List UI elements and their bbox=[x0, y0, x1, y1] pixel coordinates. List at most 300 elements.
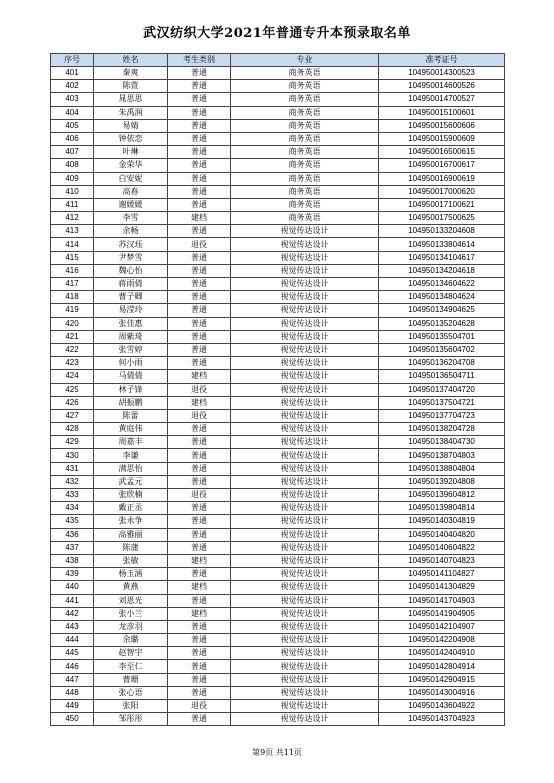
ticket-number-cell: 104950141104827 bbox=[379, 568, 505, 581]
name-cell: 何小雨 bbox=[94, 357, 168, 370]
name-cell: 晁思思 bbox=[94, 93, 168, 106]
category-cell: 普通 bbox=[168, 357, 231, 370]
major-cell: 视觉传达设计 bbox=[231, 317, 379, 330]
name-cell: 张雪婷 bbox=[94, 343, 168, 356]
ticket-number-cell: 104950142204908 bbox=[379, 634, 505, 647]
table-header bbox=[51, 54, 505, 67]
serial-number-cell: 446 bbox=[51, 660, 94, 673]
table-row bbox=[51, 396, 505, 409]
category-cell: 普通 bbox=[168, 304, 231, 317]
major-cell: 视觉传达设计 bbox=[231, 370, 379, 383]
major-cell: 视觉传达设计 bbox=[231, 423, 379, 436]
ticket-number-cell: 104950134904625 bbox=[379, 304, 505, 317]
ticket-number-cell: 104950142404910 bbox=[379, 647, 505, 660]
ticket-number-cell: 104950140404820 bbox=[379, 528, 505, 541]
major-cell: 视觉传达设计 bbox=[231, 607, 379, 620]
category-cell: 普通 bbox=[168, 80, 231, 93]
name-cell: 赵智宇 bbox=[94, 647, 168, 660]
table-row bbox=[51, 80, 505, 93]
name-cell: 陈蕾 bbox=[94, 409, 168, 422]
major-cell: 视觉传达设计 bbox=[231, 541, 379, 554]
ticket-number-cell: 104950134204618 bbox=[379, 264, 505, 277]
name-cell: 戴正丞 bbox=[94, 502, 168, 515]
table-row bbox=[51, 528, 505, 541]
serial-number-cell: 423 bbox=[51, 357, 94, 370]
name-cell: 谢媛媛 bbox=[94, 198, 168, 211]
name-cell: 张佳惠 bbox=[94, 317, 168, 330]
major-cell: 商务英语 bbox=[231, 159, 379, 172]
table-row bbox=[51, 264, 505, 277]
ticket-number-cell: 104950140604822 bbox=[379, 541, 505, 554]
serial-number-cell: 417 bbox=[51, 278, 94, 291]
serial-number-cell: 439 bbox=[51, 568, 94, 581]
category-cell: 普通 bbox=[168, 93, 231, 106]
table-row bbox=[51, 106, 505, 119]
major-cell: 视觉传达设计 bbox=[231, 278, 379, 291]
category-cell: 退役 bbox=[168, 700, 231, 713]
header-serial-number: 序号 bbox=[51, 54, 94, 67]
ticket-number-cell: 104950135504701 bbox=[379, 330, 505, 343]
name-cell: 张心语 bbox=[94, 686, 168, 699]
table-row bbox=[51, 489, 505, 502]
name-cell: 易滢玲 bbox=[94, 304, 168, 317]
serial-number-cell: 402 bbox=[51, 80, 94, 93]
name-cell: 龙彦羽 bbox=[94, 620, 168, 633]
serial-number-cell: 450 bbox=[51, 713, 94, 726]
table-row bbox=[51, 502, 505, 515]
major-cell: 视觉传达设计 bbox=[231, 383, 379, 396]
category-cell: 建档 bbox=[168, 212, 231, 225]
serial-number-cell: 449 bbox=[51, 700, 94, 713]
table-row bbox=[51, 291, 505, 304]
serial-number-cell: 410 bbox=[51, 185, 94, 198]
table-row bbox=[51, 251, 505, 264]
table-row bbox=[51, 515, 505, 528]
major-cell: 视觉传达设计 bbox=[231, 700, 379, 713]
table-row bbox=[51, 660, 505, 673]
category-cell: 普通 bbox=[168, 647, 231, 660]
ticket-number-cell: 104950136204708 bbox=[379, 357, 505, 370]
ticket-number-cell: 104950140304819 bbox=[379, 515, 505, 528]
ticket-number-cell: 104950017500625 bbox=[379, 212, 505, 225]
category-cell: 普通 bbox=[168, 686, 231, 699]
name-cell: 李雪 bbox=[94, 212, 168, 225]
name-cell: 张敏 bbox=[94, 554, 168, 567]
ticket-number-cell: 104950133804614 bbox=[379, 238, 505, 251]
table-row bbox=[51, 634, 505, 647]
serial-number-cell: 443 bbox=[51, 620, 94, 633]
serial-number-cell: 429 bbox=[51, 436, 94, 449]
table-row bbox=[51, 673, 505, 686]
table-row bbox=[51, 594, 505, 607]
category-cell: 建档 bbox=[168, 581, 231, 594]
category-cell: 普通 bbox=[168, 713, 231, 726]
category-cell: 普通 bbox=[168, 264, 231, 277]
major-cell: 视觉传达设计 bbox=[231, 449, 379, 462]
table-row bbox=[51, 620, 505, 633]
name-cell: 曹珊 bbox=[94, 673, 168, 686]
ticket-number-cell: 104950141304829 bbox=[379, 581, 505, 594]
serial-number-cell: 420 bbox=[51, 317, 94, 330]
name-cell: 刘恩光 bbox=[94, 594, 168, 607]
major-cell: 视觉传达设计 bbox=[231, 251, 379, 264]
category-cell: 普通 bbox=[168, 106, 231, 119]
major-cell: 视觉传达设计 bbox=[231, 343, 379, 356]
category-cell: 普通 bbox=[168, 119, 231, 132]
serial-number-cell: 415 bbox=[51, 251, 94, 264]
table-row bbox=[51, 330, 505, 343]
name-cell: 胡振鹏 bbox=[94, 396, 168, 409]
name-cell: 周紫琦 bbox=[94, 330, 168, 343]
name-cell: 黄燕 bbox=[94, 581, 168, 594]
name-cell: 叶琳 bbox=[94, 146, 168, 159]
table-body bbox=[51, 67, 505, 726]
category-cell: 退役 bbox=[168, 383, 231, 396]
serial-number-cell: 440 bbox=[51, 581, 94, 594]
header-major: 专业 bbox=[231, 54, 379, 67]
serial-number-cell: 405 bbox=[51, 119, 94, 132]
table-row bbox=[51, 185, 505, 198]
ticket-number-cell: 104950015100601 bbox=[379, 106, 505, 119]
category-cell: 建档 bbox=[168, 396, 231, 409]
category-cell: 退役 bbox=[168, 409, 231, 422]
ticket-number-cell: 104950016500615 bbox=[379, 146, 505, 159]
category-cell: 普通 bbox=[168, 330, 231, 343]
serial-number-cell: 409 bbox=[51, 172, 94, 185]
category-cell: 建档 bbox=[168, 554, 231, 567]
category-cell: 普通 bbox=[168, 343, 231, 356]
serial-number-cell: 408 bbox=[51, 159, 94, 172]
name-cell: 林子锋 bbox=[94, 383, 168, 396]
serial-number-cell: 441 bbox=[51, 594, 94, 607]
major-cell: 商务英语 bbox=[231, 119, 379, 132]
category-cell: 普通 bbox=[168, 502, 231, 515]
name-cell: 钟依恋 bbox=[94, 132, 168, 145]
major-cell: 商务英语 bbox=[231, 67, 379, 80]
major-cell: 视觉传达设计 bbox=[231, 462, 379, 475]
table-row bbox=[51, 146, 505, 159]
serial-number-cell: 406 bbox=[51, 132, 94, 145]
category-cell: 普通 bbox=[168, 594, 231, 607]
ticket-number-cell: 104950016900619 bbox=[379, 172, 505, 185]
ticket-number-cell: 104950134104617 bbox=[379, 251, 505, 264]
table-row bbox=[51, 212, 505, 225]
serial-number-cell: 444 bbox=[51, 634, 94, 647]
name-cell: 武孟元 bbox=[94, 475, 168, 488]
major-cell: 视觉传达设计 bbox=[231, 475, 379, 488]
table-row bbox=[51, 343, 505, 356]
table-row bbox=[51, 93, 505, 106]
ticket-number-cell: 104950137504721 bbox=[379, 396, 505, 409]
header-row bbox=[51, 54, 505, 67]
serial-number-cell: 418 bbox=[51, 291, 94, 304]
category-cell: 普通 bbox=[168, 185, 231, 198]
name-cell: 易婧 bbox=[94, 119, 168, 132]
table-row bbox=[51, 581, 505, 594]
ticket-number-cell: 104950015600606 bbox=[379, 119, 505, 132]
category-cell: 建档 bbox=[168, 370, 231, 383]
table-row bbox=[51, 67, 505, 80]
category-cell: 普通 bbox=[168, 620, 231, 633]
category-cell: 普通 bbox=[168, 146, 231, 159]
ticket-number-cell: 104950141904905 bbox=[379, 607, 505, 620]
name-cell: 高雅丽 bbox=[94, 528, 168, 541]
name-cell: 张永争 bbox=[94, 515, 168, 528]
table-row bbox=[51, 172, 505, 185]
ticket-number-cell: 104950141704903 bbox=[379, 594, 505, 607]
table-row bbox=[51, 198, 505, 211]
ticket-number-cell: 104950137704723 bbox=[379, 409, 505, 422]
name-cell: 张欣楠 bbox=[94, 489, 168, 502]
name-cell: 张小兰 bbox=[94, 607, 168, 620]
table-row bbox=[51, 278, 505, 291]
name-cell: 朱禹润 bbox=[94, 106, 168, 119]
major-cell: 视觉传达设计 bbox=[231, 713, 379, 726]
major-cell: 视觉传达设计 bbox=[231, 502, 379, 515]
ticket-number-cell: 104950137404720 bbox=[379, 383, 505, 396]
name-cell: 李至仁 bbox=[94, 660, 168, 673]
name-cell: 苏汉珏 bbox=[94, 238, 168, 251]
major-cell: 视觉传达设计 bbox=[231, 225, 379, 238]
major-cell: 视觉传达设计 bbox=[231, 634, 379, 647]
category-cell: 普通 bbox=[168, 198, 231, 211]
major-cell: 视觉传达设计 bbox=[231, 554, 379, 567]
serial-number-cell: 414 bbox=[51, 238, 94, 251]
table-row bbox=[51, 159, 505, 172]
table-row bbox=[51, 647, 505, 660]
page-footer: 第9页 共11页 bbox=[252, 748, 302, 757]
category-cell: 普通 bbox=[168, 475, 231, 488]
major-cell: 视觉传达设计 bbox=[231, 291, 379, 304]
category-cell: 普通 bbox=[168, 436, 231, 449]
name-cell: 蒋雨倩 bbox=[94, 278, 168, 291]
serial-number-cell: 426 bbox=[51, 396, 94, 409]
table-row bbox=[51, 541, 505, 554]
name-cell: 张阳 bbox=[94, 700, 168, 713]
table-row bbox=[51, 357, 505, 370]
major-cell: 视觉传达设计 bbox=[231, 330, 379, 343]
ticket-number-cell: 104950143704923 bbox=[379, 713, 505, 726]
category-cell: 普通 bbox=[168, 515, 231, 528]
ticket-number-cell: 104950017000620 bbox=[379, 185, 505, 198]
major-cell: 视觉传达设计 bbox=[231, 594, 379, 607]
category-cell: 普通 bbox=[168, 67, 231, 80]
ticket-number-cell: 104950014600526 bbox=[379, 80, 505, 93]
category-cell: 普通 bbox=[168, 673, 231, 686]
serial-number-cell: 413 bbox=[51, 225, 94, 238]
ticket-number-cell: 104950016700617 bbox=[379, 159, 505, 172]
major-cell: 视觉传达设计 bbox=[231, 620, 379, 633]
category-cell: 退役 bbox=[168, 489, 231, 502]
ticket-number-cell: 104950142904915 bbox=[379, 673, 505, 686]
ticket-number-cell: 104950133204608 bbox=[379, 225, 505, 238]
table-row bbox=[51, 462, 505, 475]
table-row bbox=[51, 304, 505, 317]
name-cell: 满思怡 bbox=[94, 462, 168, 475]
major-cell: 视觉传达设计 bbox=[231, 238, 379, 251]
major-cell: 商务英语 bbox=[231, 132, 379, 145]
table-row bbox=[51, 475, 505, 488]
serial-number-cell: 442 bbox=[51, 607, 94, 620]
serial-number-cell: 437 bbox=[51, 541, 94, 554]
name-cell: 马倩倩 bbox=[94, 370, 168, 383]
category-cell: 普通 bbox=[168, 528, 231, 541]
table-row bbox=[51, 317, 505, 330]
serial-number-cell: 425 bbox=[51, 383, 94, 396]
header-ticket-number: 准考证号 bbox=[379, 54, 505, 67]
category-cell: 普通 bbox=[168, 278, 231, 291]
category-cell: 普通 bbox=[168, 291, 231, 304]
ticket-number-cell: 104950014700527 bbox=[379, 93, 505, 106]
serial-number-cell: 448 bbox=[51, 686, 94, 699]
ticket-number-cell: 104950139804814 bbox=[379, 502, 505, 515]
major-cell: 商务英语 bbox=[231, 93, 379, 106]
serial-number-cell: 438 bbox=[51, 554, 94, 567]
major-cell: 商务英语 bbox=[231, 198, 379, 211]
major-cell: 视觉传达设计 bbox=[231, 581, 379, 594]
serial-number-cell: 433 bbox=[51, 489, 94, 502]
category-cell: 普通 bbox=[168, 462, 231, 475]
ticket-number-cell: 104950139604812 bbox=[379, 489, 505, 502]
admission-table bbox=[50, 53, 505, 726]
name-cell: 白安妮 bbox=[94, 172, 168, 185]
name-cell: 余畅 bbox=[94, 225, 168, 238]
name-cell: 陈萱 bbox=[94, 80, 168, 93]
ticket-number-cell: 104950135604702 bbox=[379, 343, 505, 356]
ticket-number-cell: 104950138204728 bbox=[379, 423, 505, 436]
major-cell: 视觉传达设计 bbox=[231, 436, 379, 449]
major-cell: 视觉传达设计 bbox=[231, 489, 379, 502]
serial-number-cell: 422 bbox=[51, 343, 94, 356]
ticket-number-cell: 104950142104907 bbox=[379, 620, 505, 633]
major-cell: 视觉传达设计 bbox=[231, 264, 379, 277]
major-cell: 视觉传达设计 bbox=[231, 686, 379, 699]
table-row bbox=[51, 700, 505, 713]
header-name: 姓名 bbox=[94, 54, 168, 67]
ticket-number-cell: 104950140704823 bbox=[379, 554, 505, 567]
category-cell: 普通 bbox=[168, 159, 231, 172]
table-row bbox=[51, 383, 505, 396]
category-cell: 退役 bbox=[168, 238, 231, 251]
table-row bbox=[51, 568, 505, 581]
ticket-number-cell: 104950143004916 bbox=[379, 686, 505, 699]
serial-number-cell: 416 bbox=[51, 264, 94, 277]
ticket-number-cell: 104950138404730 bbox=[379, 436, 505, 449]
major-cell: 视觉传达设计 bbox=[231, 304, 379, 317]
category-cell: 普通 bbox=[168, 172, 231, 185]
ticket-number-cell: 104950138804804 bbox=[379, 462, 505, 475]
major-cell: 视觉传达设计 bbox=[231, 396, 379, 409]
table-row bbox=[51, 713, 505, 726]
major-cell: 商务英语 bbox=[231, 80, 379, 93]
serial-number-cell: 436 bbox=[51, 528, 94, 541]
category-cell: 普通 bbox=[168, 423, 231, 436]
major-cell: 视觉传达设计 bbox=[231, 647, 379, 660]
name-cell: 周嘉丰 bbox=[94, 436, 168, 449]
serial-number-cell: 421 bbox=[51, 330, 94, 343]
table-row bbox=[51, 686, 505, 699]
category-cell: 建档 bbox=[168, 607, 231, 620]
ticket-number-cell: 104950139204808 bbox=[379, 475, 505, 488]
ticket-number-cell: 104950015900609 bbox=[379, 132, 505, 145]
name-cell: 杨玉涵 bbox=[94, 568, 168, 581]
ticket-number-cell: 104950135204628 bbox=[379, 317, 505, 330]
name-cell: 秦爽 bbox=[94, 67, 168, 80]
serial-number-cell: 432 bbox=[51, 475, 94, 488]
table-row bbox=[51, 409, 505, 422]
serial-number-cell: 434 bbox=[51, 502, 94, 515]
ticket-number-cell: 104950142804914 bbox=[379, 660, 505, 673]
serial-number-cell: 407 bbox=[51, 146, 94, 159]
serial-number-cell: 428 bbox=[51, 423, 94, 436]
serial-number-cell: 427 bbox=[51, 409, 94, 422]
major-cell: 视觉传达设计 bbox=[231, 409, 379, 422]
ticket-number-cell: 104950134604622 bbox=[379, 278, 505, 291]
ticket-number-cell: 104950138704803 bbox=[379, 449, 505, 462]
serial-number-cell: 411 bbox=[51, 198, 94, 211]
major-cell: 商务英语 bbox=[231, 185, 379, 198]
table-row bbox=[51, 436, 505, 449]
table-row bbox=[51, 238, 505, 251]
ticket-number-cell: 104950143604922 bbox=[379, 700, 505, 713]
category-cell: 普通 bbox=[168, 634, 231, 647]
serial-number-cell: 445 bbox=[51, 647, 94, 660]
major-cell: 视觉传达设计 bbox=[231, 568, 379, 581]
serial-number-cell: 431 bbox=[51, 462, 94, 475]
serial-number-cell: 447 bbox=[51, 673, 94, 686]
category-cell: 普通 bbox=[168, 225, 231, 238]
ticket-number-cell: 104950017100621 bbox=[379, 198, 505, 211]
category-cell: 普通 bbox=[168, 317, 231, 330]
table-row bbox=[51, 449, 505, 462]
serial-number-cell: 435 bbox=[51, 515, 94, 528]
name-cell: 黄庭伟 bbox=[94, 423, 168, 436]
name-cell: 魏心怡 bbox=[94, 264, 168, 277]
category-cell: 普通 bbox=[168, 660, 231, 673]
major-cell: 商务英语 bbox=[231, 106, 379, 119]
table-row bbox=[51, 119, 505, 132]
serial-number-cell: 404 bbox=[51, 106, 94, 119]
name-cell: 金荣华 bbox=[94, 159, 168, 172]
name-cell: 陈蒲 bbox=[94, 541, 168, 554]
major-cell: 视觉传达设计 bbox=[231, 528, 379, 541]
name-cell: 李谦 bbox=[94, 449, 168, 462]
serial-number-cell: 412 bbox=[51, 212, 94, 225]
category-cell: 普通 bbox=[168, 132, 231, 145]
major-cell: 视觉传达设计 bbox=[231, 673, 379, 686]
name-cell: 邹彤彤 bbox=[94, 713, 168, 726]
table-row bbox=[51, 607, 505, 620]
major-cell: 商务英语 bbox=[231, 172, 379, 185]
name-cell: 余璐 bbox=[94, 634, 168, 647]
serial-number-cell: 403 bbox=[51, 93, 94, 106]
name-cell: 尹梦雪 bbox=[94, 251, 168, 264]
major-cell: 商务英语 bbox=[231, 146, 379, 159]
name-cell: 高春 bbox=[94, 185, 168, 198]
serial-number-cell: 424 bbox=[51, 370, 94, 383]
category-cell: 普通 bbox=[168, 541, 231, 554]
header-candidate-category: 考生类别 bbox=[168, 54, 231, 67]
category-cell: 普通 bbox=[168, 251, 231, 264]
major-cell: 视觉传达设计 bbox=[231, 515, 379, 528]
ticket-number-cell: 104950134804624 bbox=[379, 291, 505, 304]
category-cell: 普通 bbox=[168, 568, 231, 581]
category-cell: 普通 bbox=[168, 449, 231, 462]
major-cell: 商务英语 bbox=[231, 212, 379, 225]
ticket-number-cell: 104950136504711 bbox=[379, 370, 505, 383]
name-cell: 曹子卿 bbox=[94, 291, 168, 304]
table-row bbox=[51, 132, 505, 145]
